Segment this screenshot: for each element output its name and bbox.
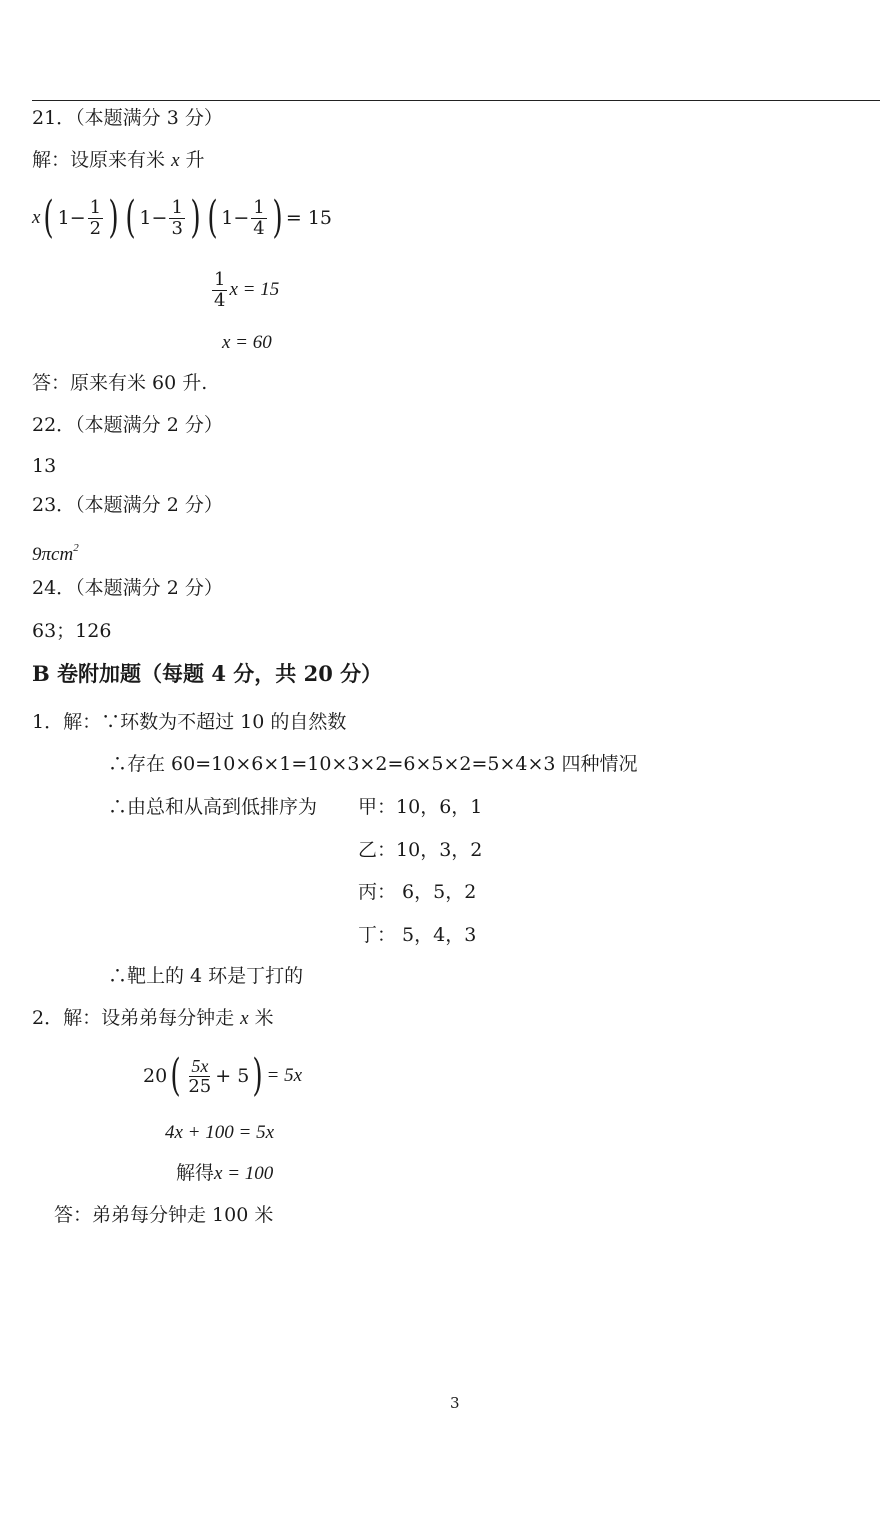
b1-row-4: 丁： 5，4，3 [358, 924, 477, 946]
b1-line-2: ∴存在 60=10×6×1=10×3×2=6×5×2=5×4×3 四种情况 [108, 753, 638, 775]
b2-setup: 2．解：设弟弟每分钟走 x 米 [32, 1007, 274, 1029]
q21-equation-2: $\frac{1}{4}$ x = 15 [214, 268, 280, 311]
q21-setup: 解：设原来有米 x 升 [32, 149, 205, 171]
b1-row-1: 甲：10，6，1 [358, 796, 483, 818]
q21-equation-1: x ( 1− $\frac{1}{2}$ ) ( 1− $\frac{1}{3}$ ) ( 1− $\frac{1}{4}$ ) = 15 [32, 192, 333, 243]
b1-row-3: 丙： 6，5，2 [358, 881, 477, 903]
page-number: 3 [450, 1394, 460, 1412]
q23-answer: 9πcm$^2$ [32, 542, 79, 565]
q23-header: 23．（本题满分 2 分） [32, 494, 223, 516]
q22-answer: 13 [32, 455, 57, 477]
q22-header: 22．（本题满分 2 分） [32, 414, 223, 436]
q21-equation-3: x = 60 [222, 332, 272, 353]
q24-answer: 63；126 [32, 620, 112, 642]
b2-equation-2: 4x + 100 = 5x [165, 1122, 275, 1143]
q21-header: 21．（本题满分 3 分） [32, 107, 223, 129]
b2-equation-3: 解得x = 100 [176, 1162, 274, 1184]
b1-line-3: ∴由总和从高到低排序为 [108, 796, 318, 818]
b2-equation-1: 20 ( $\frac{5x}{25}$ + 5 ) = 5x [143, 1050, 303, 1101]
q21-answer: 答：原来有米 60 升. [32, 372, 208, 394]
top-rule [32, 100, 880, 101]
b1-line-1: 1．解：∵环数为不超过 10 的自然数 [32, 711, 347, 733]
b2-answer: 答：弟弟每分钟走 100 米 [54, 1204, 274, 1226]
b1-conclusion: ∴靶上的 4 环是丁打的 [108, 965, 304, 987]
q24-header: 24．（本题满分 2 分） [32, 577, 223, 599]
section-b-title: B 卷附加题（每题 4 分，共 20 分） [32, 661, 383, 686]
b1-row-2: 乙：10，3，2 [358, 839, 483, 861]
